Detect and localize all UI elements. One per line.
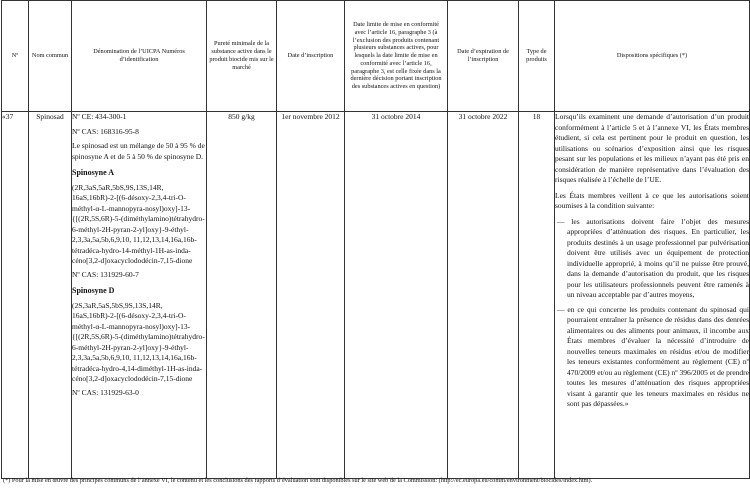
cas-number: Nº CAS: 168316-95-8 xyxy=(72,126,139,136)
spinosyn-d-cas: Nº CAS: 131929-63-0 xyxy=(72,387,139,397)
header-no: Nº xyxy=(2,1,29,112)
mixture-note: Le spinosad est un mélange de 50 à 95 % de spinosyne A et de 5 à 50 % de spinosyne D. xyxy=(72,141,205,161)
spinosyn-a-name: (2R,3aS,5aR,5bS,9S,13S,14R, 16aS,16bR)-2-[(6-désoxy-2,3,4-tri-O-méthyl-α-L-mannopyra-nosyl)oxy]-13-{[(2R,5S,6R)-5-(diméthylamino)tétrahydro-6-méthyl-2H-pyran-2-yl]oxy}-9-éthyl-2,3,3a,5a,5b,6,9,10, 11,12,13,14,16a,16b-tétradéca-hydro-14-méthyl-1H-as-inda-céno[3,2-d]oxacyclododécin-7,15-dione xyxy=(72,182,205,265)
compliance-deadline: 31 octobre 2014 xyxy=(345,112,448,479)
spinosyn-d-title: Spinosyne D xyxy=(72,286,115,295)
header-specific-provisions: Dispositions spécifiques (*) xyxy=(555,1,750,112)
header-expiry-date: Date d’expiration de l’inscription xyxy=(448,1,519,112)
header-compliance-deadline: Date limite de mise en conformité avec l’article 16, paragraphe 3 (à l’exclusion des produits contenant plusieurs substances actives, pour lesquels la date limite de mise en conformité avec l’article 16, paragraphe 3, est celle fixée dans la dernière décision portant inscription des substances actives en question) xyxy=(345,1,448,112)
header-product-type: Type de produits xyxy=(519,1,555,112)
ce-number: Nº CE: 434-300-1 xyxy=(72,112,127,121)
header-purity: Pureté minimale de la substance active dans le produit biocide mis sur le marché xyxy=(207,1,277,112)
purity-value: 850 g/kg xyxy=(207,112,277,479)
iupac-identification xyxy=(72,112,207,479)
footnote: (*) Pour la mise en œuvre des principes communs de l’annexe VI, le contenu et les conclusions des rapports d’évaluation sont disponibles sur le site web de la Commission: (http://ec.europa.eu/comm/environment/biocides/index.htm). xyxy=(3,477,593,484)
spinosyn-a-cas: Nº CAS: 131929-60-7 xyxy=(72,269,139,279)
inscription-date: 1er novembre 2012 xyxy=(277,112,345,479)
spinosyn-a-title: Spinosyne A xyxy=(72,168,115,177)
header-inscription-date: Date d’inscription xyxy=(277,1,345,112)
header-iupac: Dénomination de l’UICPA Numéros d’identification xyxy=(72,1,207,112)
regulation-table xyxy=(1,0,750,479)
specific-provisions xyxy=(555,112,750,479)
spinosyn-d-name: (2S,3aR,5aS,5bS,9S,13S,14R, 16aS,16bR)-2-[(6-désoxy-2,3,4-tri-O-méthyl-α-L-mannopyra-nosyl)oxy]-13-{[(2R,5S,6R)-5-(diméthylamino)tétrahydro-6-méthyl-2H-pyran-2-yl]oxy}-9-éthyl-2,3,3a,5a,5b,6,9,10, 11,12,13,14,16a,16b-tétradéca-hydro-4,14-diméthyl-1H-as-inda-céno[3,2-d]oxacyclododécin-7,15-dione xyxy=(72,300,205,383)
header-common-name: Nom commun xyxy=(29,1,72,112)
common-name: Spinosad xyxy=(29,112,72,479)
provision-paragraph-1: Lorsqu’ils examinent une demande d’autorisation d’un produit conformément à l’article 5 et à l’annexe VI, les États membres étudient, si cela est pertinent pour le produit en question, les utilisations ou scénarios d’exposition ainsi que les risques pesant sur les populations et les milieux n’ayant pas été pris en considération de manière représentative dans l’évaluation des risques réalisée à l’échelle de l’UE. xyxy=(555,112,749,184)
provision-paragraph-2: Les États membres veillent à ce que les autorisations soient soumises à la condition suivante: xyxy=(555,190,749,210)
provision-bullet-2: — en ce qui concerne les produits contenant du spinosad qui pourraient entraîner la présence de résidus dans des denrées alimentaires ou des aliments pour animaux, il incombe aux États membres d’évaluer la nécessité d’introduire de nouvelles teneurs maximales en résidus et/ou de modifier les teneurs existantes conformément au règlement (CE) nº 470/2009 et/ou au règlement (CE) nº 396/2005 et de prendre toutes les mesures d’atténuation des risques appropriées visant à garantir que les teneurs maximales en résidus ne sont pas dépassées.» xyxy=(557,304,749,408)
provision-bullet-1: — les autorisations doivent faire l’objet des mesures appropriées d’atténuation des risques. En particulier, les produits destinés à un usage professionnel par pulvérisation doivent être utilisés avec un équipement de protection individuelle approprié, à moins qu’il ne puisse être prouvé, dans la demande d’autorisation du produit, que les risques pour les utilisateurs professionnels peuvent être ramenés à un niveau acceptable par d’autres moyens, xyxy=(557,216,749,299)
expiry-date: 31 octobre 2022 xyxy=(448,112,519,479)
entry-number: «37 xyxy=(2,112,29,479)
table-row xyxy=(2,112,750,479)
product-type: 18 xyxy=(519,112,555,479)
header-row xyxy=(2,1,750,112)
